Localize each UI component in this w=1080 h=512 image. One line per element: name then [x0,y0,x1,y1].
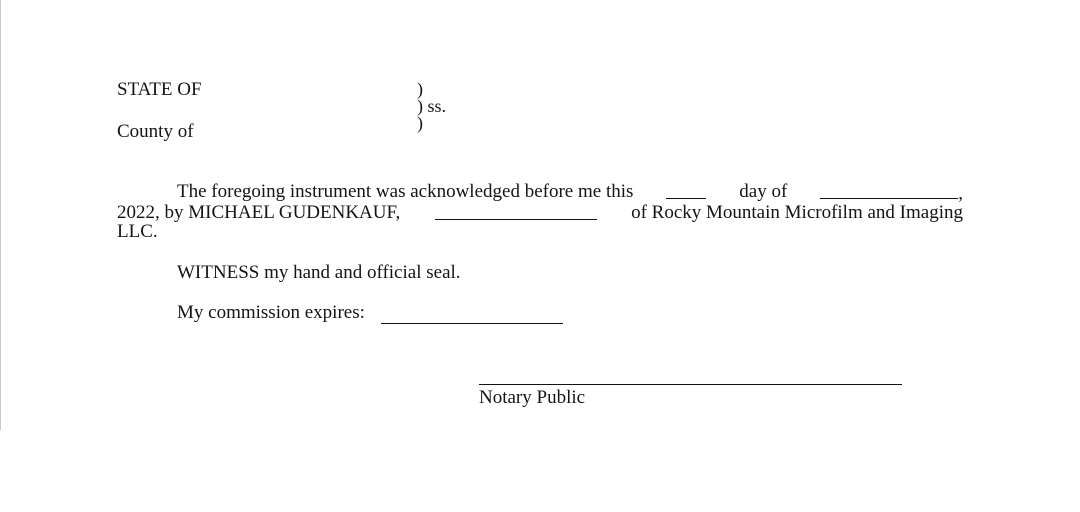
county-label: County of [117,121,194,142]
title-blank[interactable] [435,203,597,220]
notary-public-label: Notary Public [479,387,586,408]
witness-text: WITNESS my hand and official seal. [177,262,461,283]
ack-comma: , [958,183,963,204]
ack-text-intro: The foregoing instrument was acknowledged before me this [177,181,634,202]
day-blank[interactable] [666,182,706,199]
venue-paren-top: ) [417,79,423,99]
state-label: STATE OF [117,79,202,100]
month-blank[interactable] [820,182,958,199]
ack-text-signer: 2022, by MICHAEL GUDENKAUF, [117,202,401,223]
acknowledgment-line-1 [177,182,963,204]
page-edge [0,0,1,430]
commission-expiry-blank[interactable] [381,323,563,324]
commission-label: My commission expires: [177,302,365,323]
notary-signature-line[interactable] [479,384,902,385]
acknowledgment-line-3: LLC. [117,221,158,242]
month-blank-group [820,182,963,204]
venue-paren-bottom: ) [417,113,423,133]
venue-paren-ss: ) ss. [417,96,447,116]
venue-parentheses [417,81,446,132]
ack-text-day-of: day of [739,181,788,202]
ack-text-company: of Rocky Mountain Microfilm and Imaging [631,202,963,223]
acknowledgment-line-2 [117,203,963,223]
